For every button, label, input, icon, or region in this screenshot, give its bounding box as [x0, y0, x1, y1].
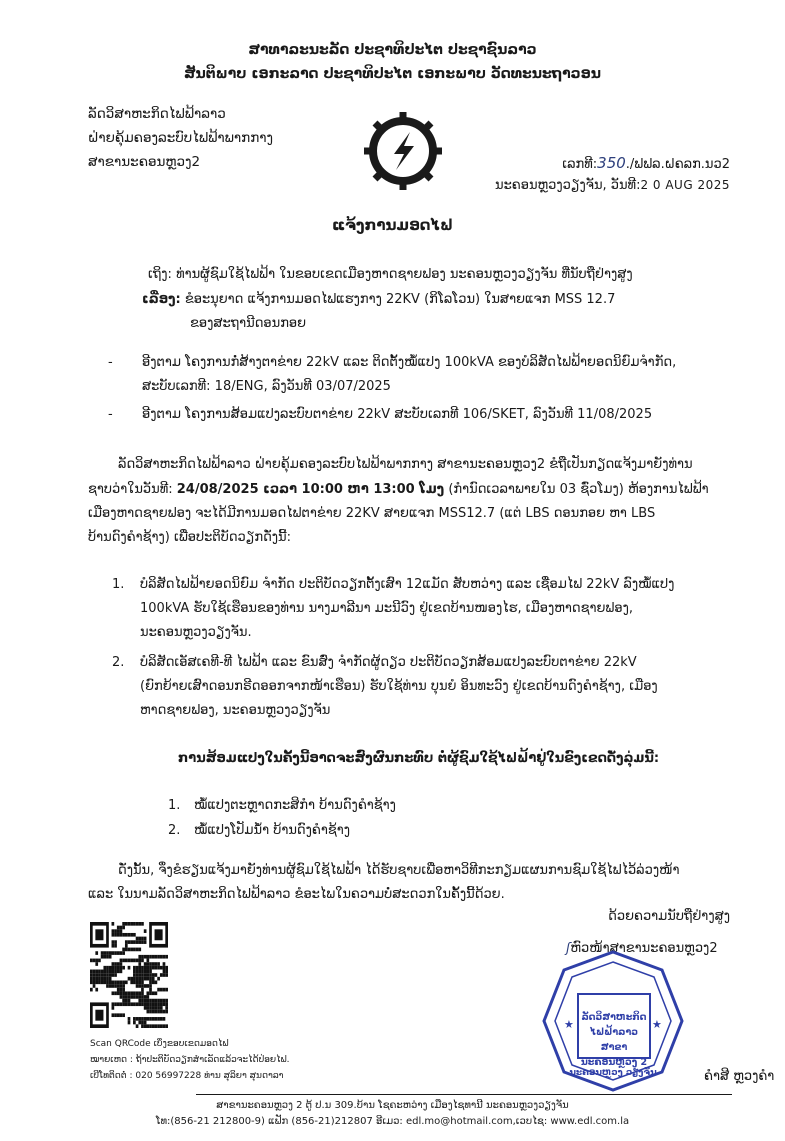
stamp-ring-text: ນະຄອນຫຼວງ ວຽງຈັນ: [569, 1068, 657, 1078]
footer-divider: [196, 1094, 732, 1095]
notice-paragraph-line1: ລັດວິສາຫະກິດໄຟຟ້າລາວ ຝ່າຍຄຸ້ມຄອງລະບົບໄຟຟ້າພາກກາງ ສາຂານະຄອນຫຼວງ2 ຂໍຖືເປັນກຽດແຈ້ງມາຍັງທ່ານ: [118, 457, 693, 472]
stamp-line2: ໄຟຟ້າລາວ ສາຂາ: [589, 1027, 639, 1053]
addressee-line: [148, 264, 633, 286]
task-1-line1: ບໍລິສັດໄຟຟ້າຍອດນິຍົມ ຈຳກັດ ປະຕິບັດວຽກຕັ້ງເສົາ 12ແມັດ ສັບຫວ່າງ ແລະ ເຊື່ອມໄຟ 22kV ລົງໝໍ້ແປງ: [140, 577, 675, 592]
reference-bullet-1: -: [108, 355, 113, 370]
org-name: ລັດວິສາຫະກິດໄຟຟ້າລາວ: [88, 106, 226, 122]
org-branch: ສາຂານະຄອນຫຼວງ2: [88, 154, 201, 170]
task-1-line3: ນະຄອນຫຼວງວຽງຈັນ.: [140, 625, 252, 640]
task-2-number: 2.: [112, 655, 125, 670]
affected-1-number: 1.: [168, 798, 181, 813]
signature-position-text: ຫົວໜ້າສາຂານະຄອນຫຼວງ2: [570, 941, 718, 956]
notice-duration: (ກຳນົດເວລາພາຍໃນ 03 ຊົ່ວໂມງ) ຫ້ອງການໄຟຟ້າ: [444, 482, 709, 497]
to-label: ເຖິງ:: [148, 267, 172, 282]
stamp-line1: ລັດວິສາຫະກິດ: [581, 1012, 647, 1023]
to-text: ທ່ານຜູ້ຊົມໃຊ້ໄຟຟ້າ ໃນຂອບເຂດເມືອງຫາດຊາຍຟອງ ນະຄອນຫຼວງວຽງຈັນ ທີ່ນັບຖືຢ່າງສູງ: [176, 267, 633, 282]
notice-paragraph-line4: ບ້ານດົງຄຳຊ້າງ) ເພື່ອປະຕິບັດວຽກດັ່ງນີ້:: [88, 530, 292, 545]
notice-date-prefix: ຊາບວ່າໃນວັນທີ:: [88, 482, 177, 497]
national-motto-line1: ສາທາລະນະລັດ ປະຊາທິປະໄຕ ປະຊາຊົນລາວ: [248, 42, 537, 58]
edl-logo-icon: [360, 108, 446, 194]
affected-1-text: ໝໍ້ແປງຕະຫຼາດກະສິກຳ ບ້ານດົງຄຳຊ້າງ: [194, 798, 396, 813]
footer-contact: ໂທ:(856-21 212800-9) ແຟັກ (856-21)212807 ອີເມວ: edl.mo@hotmail.com,ເວບໄຊ: www.edl.com.la: [155, 1116, 630, 1127]
reference-label: ເລກທີ:: [562, 157, 598, 172]
official-stamp: [540, 948, 686, 1094]
date-stamp: 2 0 AUG 2025: [640, 178, 730, 192]
reference-item-1-line2: ສະບັບເລກທີ: 18/ENG, ລົງວັນທີ 03/07/2025: [142, 379, 391, 394]
closing-line2: ແລະ ໃນນາມລັດວິສາຫະກິດໄຟຟ້າລາວ ຂໍອະໄພໃນຄວາມບໍ່ສະດວກໃນຄັ້ງນີ້ດ້ວຍ.: [88, 887, 505, 902]
signature-mark-icon: ʃ: [566, 941, 571, 956]
subject-line1: [142, 289, 615, 311]
svg-text:★: ★: [652, 1018, 662, 1031]
task-2-line3: ຫາດຊາຍຟອງ, ນະຄອນຫຼວງວຽງຈັນ: [140, 703, 331, 718]
qr-note-contact: ເບີໂທຕິດຕໍ່ : 020 56997228 ທ່ານ ສຸລິຍາ ສຸນດາລາ: [90, 1071, 284, 1081]
signatory-name: ຄຳສີ ຫຼວງຄຳ: [704, 1069, 775, 1084]
subject-label: ເລື່ອງ:: [142, 292, 181, 307]
closing-line1: ດັ່ງນັ້ນ, ຈຶ່ງຂໍຮຽນແຈ້ງມາຍັງທ່ານຜູ້ຊົມໃຊ້ໄຟຟ້າ ໄດ້ຮັບຊາບເພື່ອຫາວິທີກະກຽມແຜນການຊົມໃຊ້ໄຟໄວ້ລ່ວງໜ້າ: [118, 863, 680, 878]
reference-item-2-line1: ອີງຕາມ ໂຄງການສ້ອມແປງລະບົບຕາຂ່າຍ 22kV ສະບັບເລກທີ 106/SKET, ລົງວັນທີ 11/08/2025: [142, 407, 653, 422]
task-1-number: 1.: [112, 577, 125, 592]
outage-datetime: 24/08/2025 ເວລາ 10:00 ຫາ 13:00 ໂມງ: [176, 482, 445, 497]
notice-paragraph-line3: ເມືອງຫາດຊາຍຟອງ ຈະໄດ້ມີການມອດໄຟຕາຂ່າຍ 22KV ສາຍແຈກ MSS12.7 (ແຕ່ LBS ດອນກອຍ ຫາ LBS: [88, 506, 656, 521]
document-title: ແຈ້ງການມອດໄຟ: [332, 216, 453, 234]
affected-2-text: ໝໍ້ແປງໂປັມນ້ຳ ບ້ານດົງຄຳຊ້າງ: [194, 823, 351, 838]
task-1-line2: 100kVA ຮັບໃຊ້ເຮືອນຂອງທ່ານ ນາງມາລີນາ ມະນີວົງ ຢູ່ເຂດບ້ານໜອງໄຮ, ເມືອງຫາດຊາຍຟອງ,: [140, 601, 633, 616]
national-motto-line2: ສັນຕິພາບ ເອກະລາດ ປະຊາທິປະໄຕ ເອກະພາບ ວັດທະນະຖາວອນ: [183, 66, 602, 82]
task-2-line1: ບໍລິສັດເອັສເຄທີ-ທີ ໄຟຟ້າ ແລະ ຂົນສົ່ງ ຈຳກັດຜູ້ດຽວ ປະຕິບັດວຽກສ້ອມແປງລະບົບຕາຂ່າຍ 22kV: [140, 655, 637, 670]
reference-number: 350: [597, 154, 626, 172]
affected-areas-heading: ການສ້ອມແປງໃນຄັ້ງນີ້ອາດຈະສົ່ງຜົນກະທົບ ຕໍ່ຜູ້ຊົມໃຊ້ໄຟຟ້າຢູ່ໃນຂົງເຂດດັ່ງລຸ່ມນີ້:: [178, 751, 660, 766]
subject-line2: ຂອງສະຖານີດອນກອຍ: [190, 316, 307, 331]
reference-date-line: [495, 178, 730, 193]
org-department: ຝ່າຍຄຸ້ມຄອງລະບົບໄຟຟ້າພາກກາງ: [88, 130, 274, 146]
date-label: ນະຄອນຫຼວງວຽງຈັນ, ວັນທີ:: [495, 178, 641, 193]
stamp-text: [580, 1010, 648, 1070]
signature-regards: ດ້ວຍຄວາມນັບຖືຢ່າງສູງ: [608, 909, 730, 924]
qr-code-icon[interactable]: [90, 922, 168, 1028]
qr-caption: Scan QRCode ເບິ່ງຂອບເຂດມອດໄຟ: [90, 1039, 229, 1049]
subject-text: ຂໍອະນຸຍາດ ແຈ້ງການມອດໄຟແຮງກາງ 22KV (ກິໂລໂວນ) ໃນສາຍແຈກ MSS 12.7: [184, 292, 616, 307]
qr-note-restore: ໝາຍເຫດ : ຖ້າປະຕິບັດວຽກສຳເລັດແລ້ວຈະໄດ້ປ່ອຍໄຟ.: [90, 1055, 290, 1065]
svg-text:★: ★: [564, 1018, 574, 1031]
footer-address: ສາຂານະຄອນຫຼວງ 2 ຕູ້ ປ.ນ 309.ບ້ານ ໂຊຄະຫວ່າງ ເມືອງໄຊທານີ ນະຄອນຫຼວງວຽງຈັນ: [216, 1100, 569, 1111]
stamp-line3: ນະຄອນຫຼວງ 2: [580, 1057, 648, 1068]
reference-bullet-2: -: [108, 407, 113, 422]
reference-suffix: ./ຟຟລ.ຝຄລກ.ນວ2: [625, 157, 730, 172]
task-2-line2: (ຍົກຍ້າຍເສົາດອນກຣີດອອກຈາກໜ້າເຮືອນ) ຮັບໃຊ້ທ່ານ ບຸນຍໍ ອິນທະວົງ ຢູ່ເຂດບ້ານດົງຄຳຊ້າງ, ເມືອງ: [140, 679, 658, 694]
notice-paragraph-line2: [88, 479, 709, 501]
reference-number-line: [562, 154, 730, 172]
reference-item-1-line1: ອີງຕາມ ໂຄງການກໍ່ສ້າງຕາຂ່າຍ 22kV ແລະ ຕິດຕັ້ງໝໍ້ແປງ 100kVA ຂອງບໍລິສັດໄຟຟ້າຍອດນິຍົມຈຳກັດ,: [142, 355, 677, 370]
affected-2-number: 2.: [168, 823, 181, 838]
